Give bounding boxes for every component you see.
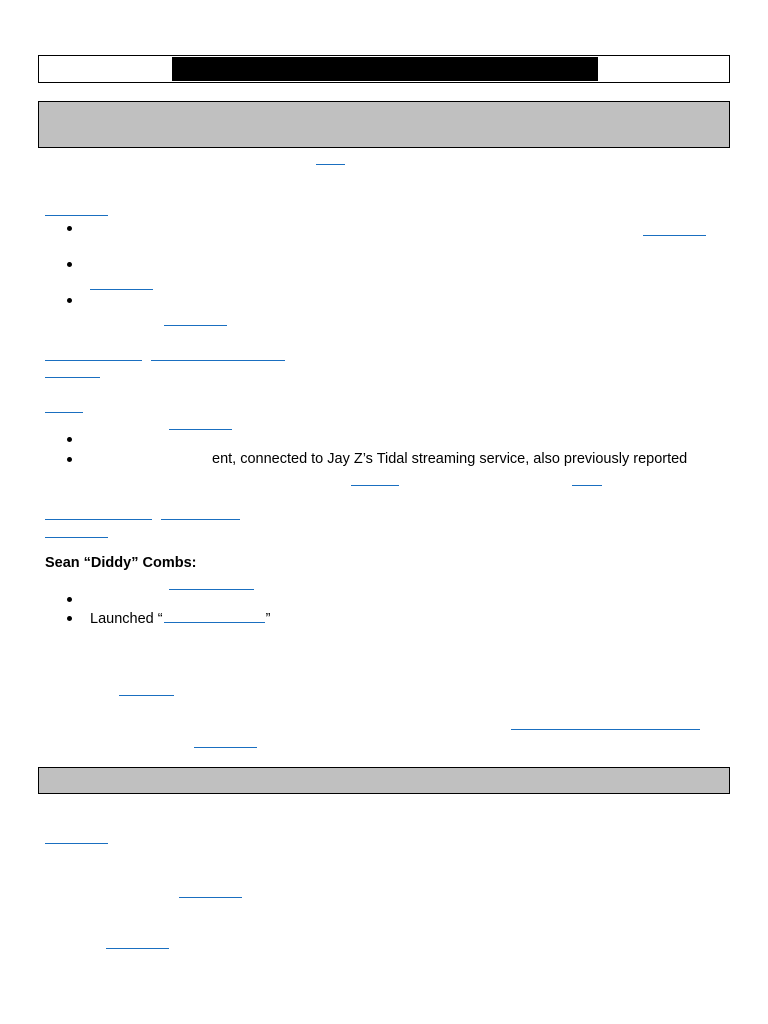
header-redaction-bar <box>172 57 598 81</box>
list-bullet <box>67 262 72 267</box>
launched-suffix: ” <box>265 611 271 627</box>
link-underline[interactable] <box>90 289 153 290</box>
link-underline[interactable] <box>45 537 108 538</box>
link-underline[interactable] <box>45 843 108 844</box>
list-bullet <box>67 597 72 602</box>
link-underline[interactable] <box>151 360 285 361</box>
link-underline[interactable] <box>164 325 227 326</box>
document-header-box <box>38 55 730 83</box>
list-bullet <box>67 298 72 303</box>
section-band-bottom <box>38 767 730 794</box>
list-bullet <box>67 226 72 231</box>
link-underline[interactable] <box>643 235 706 236</box>
tidal-text: ent, connected to Jay Z’s Tidal streaming service, also previously reported <box>212 451 688 467</box>
launched-item <box>90 610 270 628</box>
link-underline[interactable] <box>45 519 152 520</box>
list-bullet <box>67 616 72 621</box>
section-band-top <box>38 101 730 148</box>
launched-prefix: Launched “ <box>90 611 163 627</box>
list-bullet <box>67 457 72 462</box>
link-underline[interactable] <box>316 164 345 165</box>
link-underline[interactable] <box>119 695 174 696</box>
section-heading: Sean “Diddy” Combs: <box>45 555 197 571</box>
link-underline[interactable] <box>161 519 240 520</box>
link-underline[interactable] <box>511 729 700 730</box>
link-underline[interactable] <box>45 377 100 378</box>
link-underline[interactable] <box>169 429 232 430</box>
link-underline[interactable] <box>169 589 254 590</box>
link-underline[interactable] <box>194 747 257 748</box>
link-underline[interactable] <box>351 485 399 486</box>
link-underline[interactable] <box>45 360 142 361</box>
section-heading-link[interactable] <box>45 215 108 216</box>
link-underline[interactable] <box>106 948 169 949</box>
quoted-title-link[interactable] <box>164 610 265 623</box>
section-heading-link[interactable] <box>45 412 83 413</box>
link-underline[interactable] <box>572 485 602 486</box>
list-bullet <box>67 437 72 442</box>
link-underline[interactable] <box>179 897 242 898</box>
